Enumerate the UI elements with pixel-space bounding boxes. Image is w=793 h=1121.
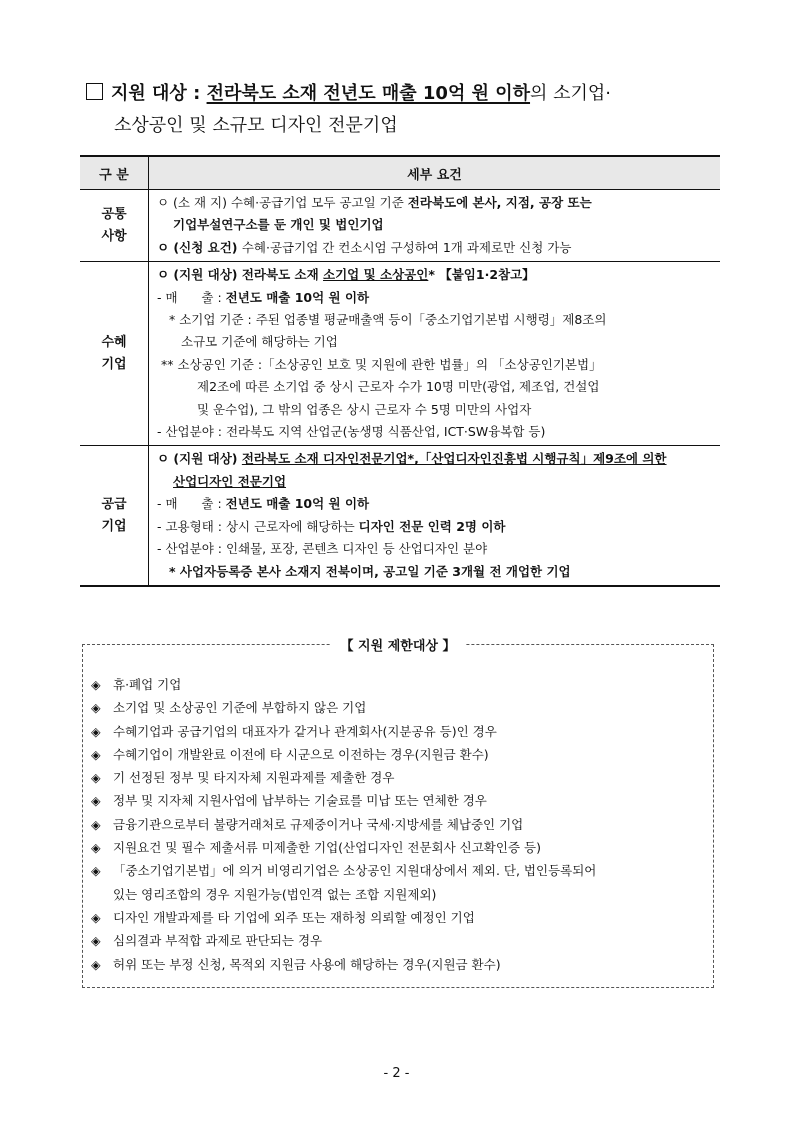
list-item: ◈ 디자인 개발과제를 타 기업에 외주 또는 재하청 의뢰할 예정인 기업	[91, 906, 711, 929]
diamond-bullet-icon: ◈	[91, 723, 101, 739]
heading-line2: 소상공인 및 소규모 디자인 전문기업	[114, 115, 398, 136]
list-item: ◈ 정부 및 지자체 지원사업에 납부하는 기술료를 미납 또는 연체한 경우	[91, 789, 711, 812]
category-common: 공통 사항	[80, 190, 149, 262]
supplier-line-6: * 사업자등록증 본사 소재지 전북이며, 공고일 기준 3개월 전 개업한 기업	[169, 563, 571, 579]
restrictions-list	[91, 673, 711, 976]
diamond-bullet-icon: ◈	[91, 909, 101, 925]
beneficiary-line-8: - 산업분야 : 전라북도 지역 산업군(농생명 식품산업, ICT·SW융복합 등)	[157, 424, 546, 440]
list-item: ◈ 기 선정된 정부 및 타지자체 지원과제를 제출한 경우	[91, 766, 711, 789]
heading-suffix: 의 소기업·	[530, 83, 612, 104]
list-item: ◈ 금융기관으로부터 불량거래처로 규제중이거나 국세·지방세를 체납중인 기업	[91, 813, 711, 836]
details-supplier	[149, 446, 721, 586]
list-item: ◈ 「중소기업기본법」에 의거 비영리기업은 소상공인 지원대상에서 제외. 단, 법인등록되어	[91, 859, 711, 882]
details-beneficiary	[149, 262, 721, 446]
list-item-continuation: 있는 영리조합의 경우 지원가능(법인격 없는 조합 지원제외)	[113, 886, 437, 902]
list-item: ◈ 수혜기업과 공급기업의 대표자가 같거나 관계회사(지분공유 등)인 경우	[91, 720, 711, 743]
beneficiary-line-1: ㅇ (지원 대상) 전라북도 소재 소기업 및 소상공인* 【붙임1·2참고】	[157, 267, 535, 283]
diamond-bullet-icon: ◈	[91, 863, 101, 879]
requirements-table	[80, 155, 720, 587]
heading-highlight: 전라북도 소재 전년도 매출 10억 원 이하	[206, 83, 531, 104]
common-line-3: ㅇ (신청 요건) 수혜·공급기업 간 컨소시엄 구성하여 1개 과제로만 신청 가능	[157, 239, 572, 255]
list-item: ◈ 수혜기업이 개발완료 이전에 타 시군으로 이전하는 경우(지원금 환수)	[91, 743, 711, 766]
beneficiary-line-2: - 매 출 : 전년도 매출 10억 원 이하	[157, 289, 370, 305]
restrictions-title: 【 지원 제한대상 】	[83, 635, 713, 654]
diamond-bullet-icon: ◈	[91, 746, 101, 762]
common-line-1: ㅇ (소 재 지) 수혜·공급기업 모두 공고일 기준 전라북도에 본사, 지점, 공장 또는	[157, 195, 592, 210]
diamond-bullet-icon: ◈	[91, 956, 101, 972]
list-item: ◈ 심의결과 부적합 과제로 판단되는 경우	[91, 929, 711, 952]
restrictions-box	[82, 639, 714, 988]
heading-prefix: 지원 대상 :	[111, 83, 207, 104]
table-row-beneficiary	[80, 262, 720, 446]
diamond-bullet-icon: ◈	[91, 677, 101, 692]
beneficiary-line-6: 제2조에 따른 소기업 중 상시 근로자 수가 10명 미만(광업, 제조업, 건설업	[197, 379, 600, 395]
table-header-row	[80, 156, 720, 190]
diamond-bullet-icon: ◈	[91, 793, 101, 809]
category-beneficiary: 수혜 기업	[80, 262, 149, 446]
supplier-line-4: - 고용형태 : 상시 근로자에 해당하는 디자인 전문 인력 2명 이하	[157, 518, 506, 534]
supplier-line-5: - 산업분야 : 인쇄물, 포장, 콘텐츠 디자인 등 산업디자인 분야	[157, 541, 488, 557]
beneficiary-line-5: ** 소상공인 기준 :「소상공인 보호 및 지원에 관한 법률」의 「소상공인기본법」	[161, 356, 602, 372]
beneficiary-line-3: * 소기업 기준 : 주된 업종별 평균매출액 등이「중소기업기본법 시행령」제8조의	[169, 312, 607, 328]
category-supplier: 공급 기업	[80, 446, 149, 586]
section-heading	[86, 78, 766, 142]
checkbox-square-icon	[86, 83, 103, 100]
header-details: 세부 요건	[149, 156, 721, 190]
supplier-line-1: ㅇ (지원 대상) 전라북도 소재 디자인전문기업*,「산업디자인진흥법 시행규칙」제9조에 의한	[157, 451, 667, 467]
beneficiary-line-7: 및 운수업), 그 밖의 업종은 상시 근로자 수 5명 미만의 사업자	[197, 401, 532, 417]
diamond-bullet-icon: ◈	[91, 700, 101, 716]
supplier-line-2: 산업디자인 전문기업	[173, 473, 287, 489]
list-item: ◈ 지원요건 및 필수 제출서류 미제출한 기업(산업디자인 전문회사 신고확인증 등)	[91, 836, 711, 859]
diamond-bullet-icon: ◈	[91, 816, 101, 832]
page-number: - 2 -	[383, 1066, 410, 1081]
list-item: ◈ 허위 또는 부정 신청, 목적외 지원금 사용에 해당하는 경우(지원금 환수)	[91, 953, 711, 976]
diamond-bullet-icon: ◈	[91, 770, 101, 786]
details-common	[149, 190, 721, 262]
header-category: 구 분	[80, 156, 149, 190]
common-line-2: 기업부설연구소를 둔 개인 및 법인기업	[173, 217, 384, 233]
list-item: ◈ 소기업 및 소상공인 기준에 부합하지 않은 기업	[91, 696, 711, 719]
list-item: ◈ 휴·폐업 기업	[91, 673, 711, 696]
beneficiary-line-4: 소규모 기준에 해당하는 기업	[181, 334, 338, 350]
diamond-bullet-icon: ◈	[91, 933, 101, 949]
supplier-line-3: - 매 출 : 전년도 매출 10억 원 이하	[157, 496, 370, 512]
diamond-bullet-icon: ◈	[91, 840, 101, 856]
table-row-supplier	[80, 446, 720, 586]
table-row-common	[80, 190, 720, 262]
